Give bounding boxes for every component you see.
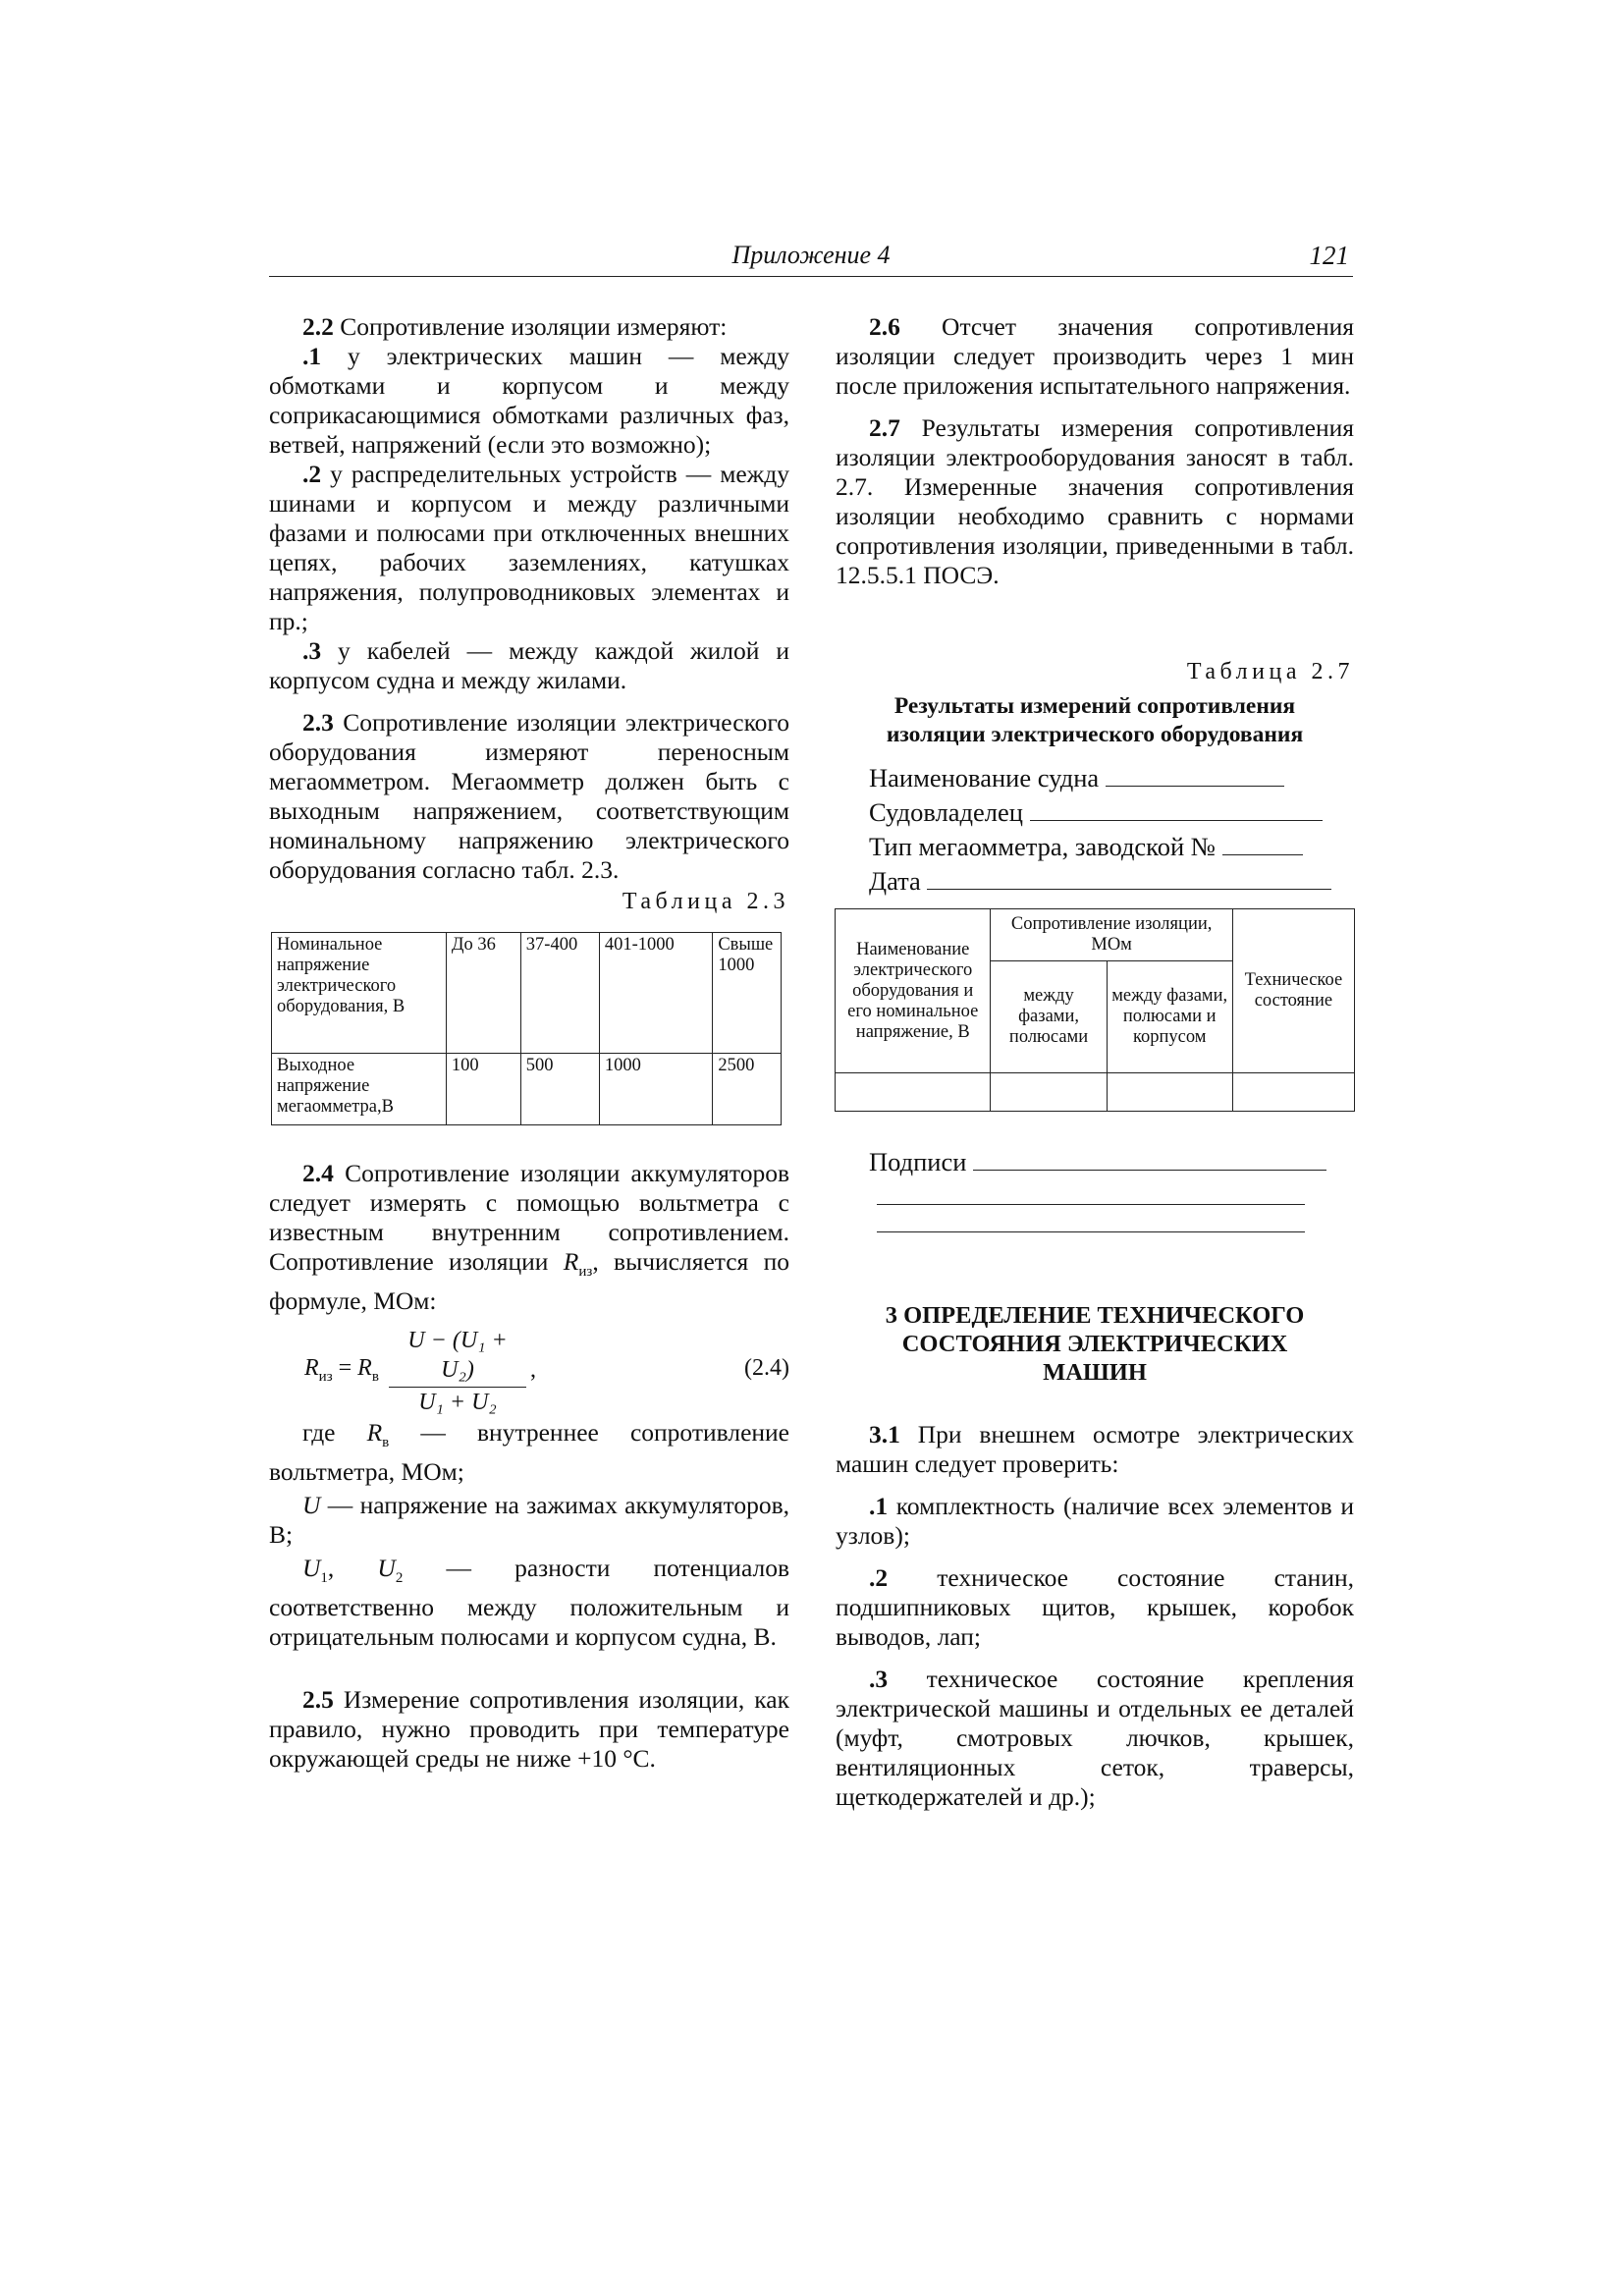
table-cell (836, 1073, 991, 1112)
para-2-2-1: .1 у электрических машин — между обмотками и корпусом и между соприкасающимися обмотками различных фаз, ветвей, напряжений (если это возможно); (269, 342, 789, 459)
table-cell: Выходное напряжение мегаомметра,В (272, 1054, 447, 1125)
field-shipowner: Судовладелец (869, 795, 1354, 830)
table-cell: Номинальное напряжение электрического оборудования, В (272, 933, 447, 1054)
field-vessel-name: Наименование судна (869, 761, 1354, 795)
formula-numerator: U − (U₁ + U₂) (389, 1326, 526, 1388)
formula-denominator: U₁ + U₂ (418, 1390, 497, 1416)
signature-line (877, 1177, 1305, 1205)
right-column (836, 312, 1354, 1812)
para-2-3: 2.3 Сопротивление изоляции электрического оборудования измеряют переносным мегаомметром. Мегаомметр должен быть с выходным напряжением, соответствующим номинальному напряжению электрического оборудования согласно табл. 2.3. (269, 708, 789, 884)
table-2-7-caption: Таблица 2.7 (1186, 659, 1354, 684)
para-2-2-3: .3 у кабелей — между каждой жилой и корпусом судна и между жилами. (269, 636, 789, 694)
field-date: Дата (869, 864, 1354, 899)
form-fields (836, 761, 1354, 899)
table-cell: 401-1000 (599, 933, 712, 1054)
table-cell: До 36 (446, 933, 520, 1054)
formula-fraction (389, 1326, 526, 1417)
header-phase-body: между фазами, полюсами и корпусом (1107, 961, 1232, 1073)
para-3-1-3: .3 техническое состояние крепления электрической машины и отдельных ее деталей (муфт, смотровых лючков, крышек, вентиляционных сеток, траверсы, щеткодержателей и др.); (836, 1665, 1354, 1811)
table-2-7-title: Результаты измерений сопротивления изоляции электрического оборудования (886, 693, 1304, 747)
para-2-2-2: .2 у распределительных устройств — между шинами и корпусом и между различными фазами и полюсами при отключенных внешних цепях, рабочих заземлениях, катушках напряжения, полупроводниковых элементах и пр.; (269, 460, 789, 635)
para-2-5: 2.5 Измерение сопротивления изоляции, как правило, нужно проводить при температуре окружающей среды не ниже +10 °С. (269, 1685, 789, 1774)
field-megohmmeter-type: Тип мегаомметра, заводской № (869, 830, 1354, 864)
para-2-4: 2.4 Сопротивление изоляции аккумуляторов следует измерять с помощью вольтметра с известным внутренним сопротивлением. Сопротивление изоляции $R_{из}$, вычисляется по формуле, МОм: (269, 1159, 789, 1316)
where-rv: где $R_в$ — внутреннее сопротивление вольтметра, МОм; (269, 1418, 789, 1487)
where-u: U — напряжение на зажимах аккумуляторов, В; (269, 1491, 789, 1550)
where-u1-u2: $U_1$, $U_2$ — разности потенциалов соответственно между положительным и отрицательным полюсами и корпусом судна, В. (269, 1554, 789, 1652)
header-condition: Техническое состояние (1232, 909, 1354, 1073)
running-header (269, 241, 1353, 277)
para-2-7: 2.7 Результаты измерения сопротивления изоляции электрооборудования заносят в табл. 2.7. Измеренные значения сопротивления изоляции необходимо сравнить с нормами сопротивления изоляции, приведенными в табл. 12.5.5.1 ПОСЭ. (836, 413, 1354, 589)
left-column (269, 312, 789, 1774)
para-2-6: 2.6 Отсчет значения сопротивления изоляции следует производить через 1 мин после приложения испытательного напряжения. (836, 312, 1354, 400)
para-2-2: 2.2 Сопротивление изоляции измеряют: (302, 312, 728, 341)
table-cell (1107, 1073, 1232, 1112)
formula-2-4: $R_{из} = R_в$ $\frac{\text{U − (U₁ + U₂)}}{\text{U₁ + U₂}}$ , (2.4) (304, 1328, 789, 1416)
table-cell: 37-400 (520, 933, 599, 1054)
table-2-7 (835, 908, 1355, 1112)
table-row (272, 933, 782, 1054)
table-cell: Свыше 1000 (713, 933, 782, 1054)
formula-lhs: $R_{из} = R_в$ (304, 1355, 379, 1385)
table-2-3-caption: Таблица 2.3 (622, 889, 789, 914)
table-cell (1232, 1073, 1354, 1112)
para-3-1-1: .1 комплектность (наличие всех элементов и узлов); (836, 1492, 1354, 1550)
table-cell: 2500 (713, 1054, 782, 1125)
header-title: Приложение 4 (731, 241, 891, 269)
header-equipment: Наименование электрического оборудования и его номинальное напряжение, В (836, 909, 991, 1073)
para-3-1-2: .2 техническое состояние станин, подшипниковых щитов, крышек, коробок выводов, лап; (836, 1563, 1354, 1651)
table-cell: 100 (446, 1054, 520, 1125)
section-3-heading: 3 ОПРЕДЕЛЕНИЕ ТЕХНИЧЕСКОГО СОСТОЯНИЯ ЭЛЕКТРИЧЕСКИХ МАШИН (885, 1302, 1305, 1386)
page-number: 121 (1309, 241, 1349, 270)
table-row (836, 1073, 1355, 1112)
signature-line (877, 1205, 1305, 1232)
header-phase-phase: между фазами, полюсами (991, 961, 1107, 1073)
table-header-row (836, 909, 1355, 961)
table-cell: 1000 (599, 1054, 712, 1125)
signatures: Подписи (869, 1147, 1354, 1177)
table-2-3 (271, 932, 782, 1125)
para-3-1: 3.1 При внешнем осмотре электрических машин следует проверить: (836, 1420, 1354, 1478)
table-cell: 500 (520, 1054, 599, 1125)
table-cell (991, 1073, 1107, 1112)
header-resistance: Сопротивление изоляции, МОм (991, 909, 1232, 961)
table-row (272, 1054, 782, 1125)
formula-number: (2.4) (744, 1355, 789, 1382)
